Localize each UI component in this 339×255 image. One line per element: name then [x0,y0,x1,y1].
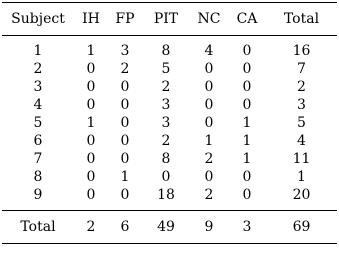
table-cell: 0 [204,169,214,185]
table-cell: 16 [292,43,311,59]
column-header: Subject [2,3,74,36]
table-cell: 11 [292,151,311,167]
table-cell: 1 [120,169,130,185]
table-row [2,168,337,186]
table-cell: 8 [33,169,43,185]
table-cell: 0 [204,61,214,77]
table-row [2,36,337,61]
table-cell: 3 [120,43,130,59]
table-cell: 4 [33,97,43,113]
table-cell: 2 [120,61,130,77]
table-cell: 0 [242,43,252,59]
table-header [2,3,337,36]
table-cell: 1 [86,115,96,131]
table-cell: 3 [297,97,306,113]
total-row [2,211,337,244]
table-cell: 1 [204,133,214,149]
table-cell: 5 [33,115,43,131]
column-header: NC [190,3,228,36]
table-cell: 0 [204,79,214,95]
table-cell: 3 [33,79,43,95]
table-cell: 0 [120,151,130,167]
table-row [2,114,337,132]
table-cell: 0 [242,61,252,77]
table-cell: 0 [242,79,252,95]
table-cell: 0 [86,151,96,167]
table-cell: 0 [86,133,96,149]
table-cell: 6 [33,133,43,149]
table-cell: 0 [120,115,130,131]
total-cell: 2 [74,211,108,244]
total-cell: 6 [108,211,142,244]
table-cell: 0 [86,97,96,113]
table-body [2,36,337,211]
table-cell: 0 [86,79,96,95]
table-cell: 2 [161,79,171,95]
table-cell: 0 [242,169,252,185]
column-header: CA [228,3,266,36]
column-header: Total [266,3,337,36]
table-cell: 2 [204,151,214,167]
table-row [2,60,337,78]
column-header: FP [108,3,142,36]
total-cell: Total [2,211,74,244]
table-cell: 20 [292,187,311,203]
table-cell: 1 [33,43,43,59]
table-cell: 5 [297,115,306,131]
table-cell: 0 [120,133,130,149]
table-cell: 2 [161,133,171,149]
table-cell: 0 [86,169,96,185]
table-cell: 4 [204,43,214,59]
table-cell: 0 [120,97,130,113]
table-cell: 8 [161,151,171,167]
table-cell: 8 [161,43,171,59]
table-cell: 1 [242,133,252,149]
table-cell: 7 [33,151,43,167]
table-cell: 3 [161,97,171,113]
table-cell: 0 [86,187,96,203]
table-cell: 2 [297,79,306,95]
data-table [2,2,337,244]
table-cell: 18 [157,187,175,203]
table-cell: 0 [242,187,252,203]
table-cell: 1 [297,169,306,185]
table-footer [2,211,337,244]
table-cell: 1 [86,43,96,59]
table-cell: 1 [242,115,252,131]
data-table-container [2,2,337,244]
table-row [2,78,337,96]
total-cell: 69 [266,211,337,244]
total-cell: 9 [190,211,228,244]
total-cell: 3 [228,211,266,244]
table-cell: 4 [297,133,306,149]
table-cell: 2 [33,61,43,77]
table-cell: 3 [161,115,171,131]
column-header: IH [74,3,108,36]
table-cell: 7 [297,61,306,77]
total-cell: 49 [142,211,190,244]
table-cell: 9 [33,187,43,203]
table-row [2,96,337,114]
table-cell: 5 [161,61,171,77]
table-cell: 0 [120,187,130,203]
table-cell: 0 [161,169,171,185]
table-row [2,132,337,150]
table-cell: 0 [204,97,214,113]
table-cell: 0 [86,61,96,77]
table-row [2,150,337,168]
table-cell: 1 [242,151,252,167]
table-cell: 0 [242,97,252,113]
table-row [2,186,337,211]
table-cell: 0 [120,79,130,95]
table-cell: 2 [204,187,214,203]
table-cell: 0 [204,115,214,131]
column-header: PIT [142,3,190,36]
header-row [2,3,337,36]
